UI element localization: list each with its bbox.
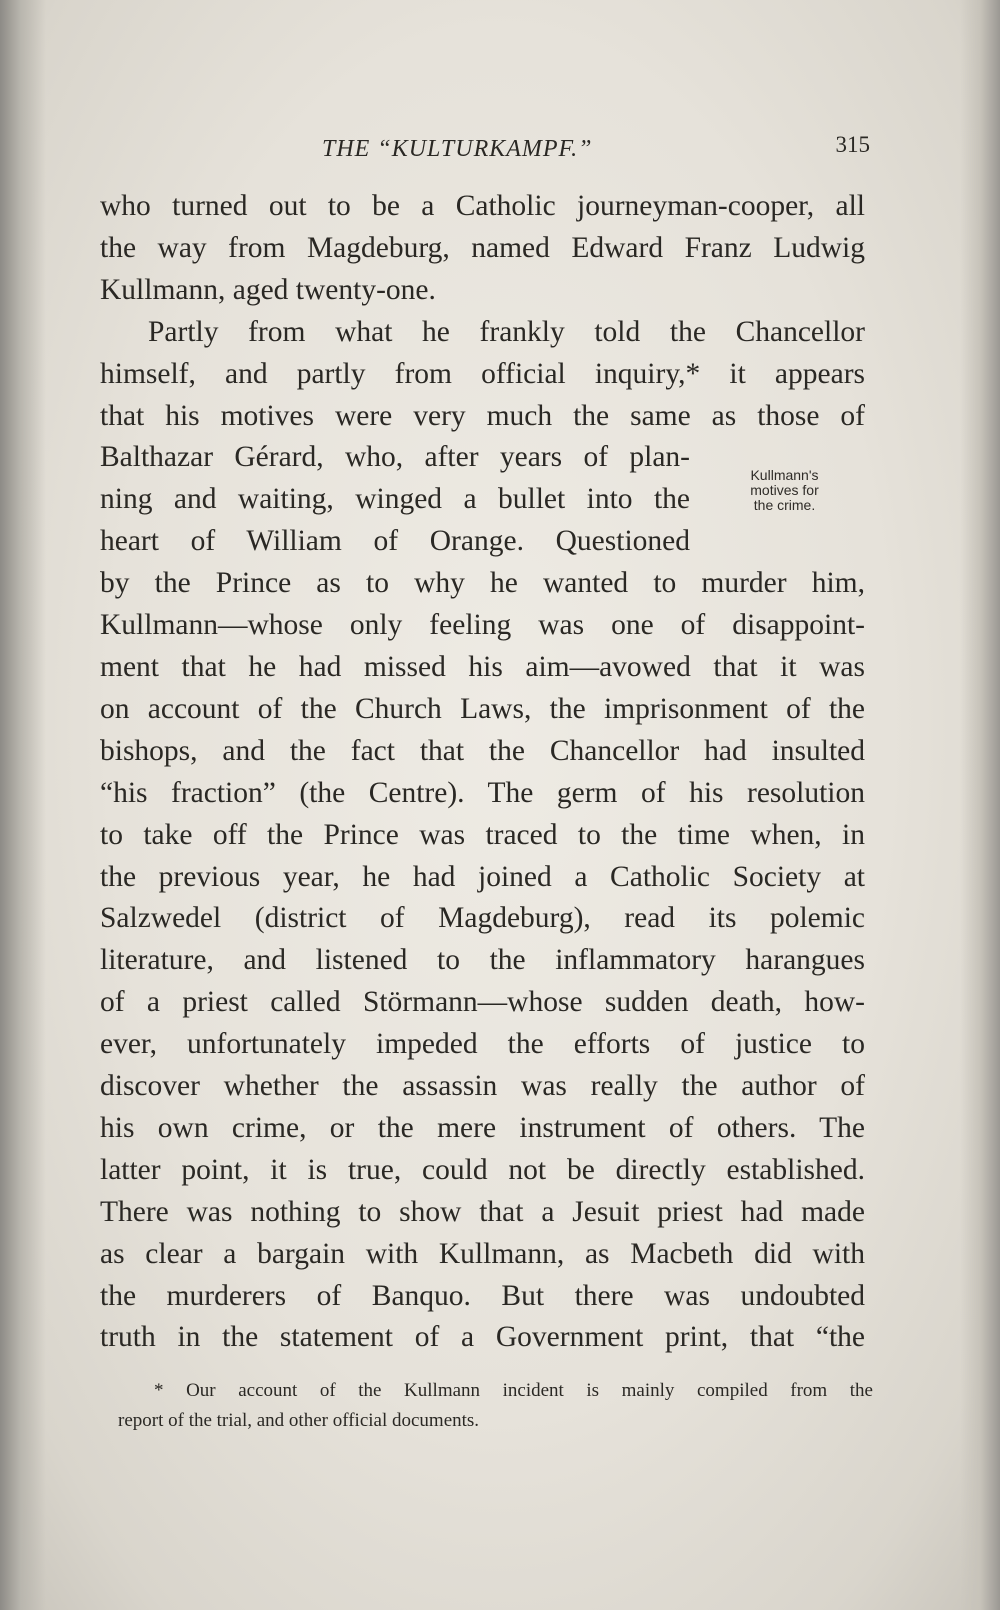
text-line: bishops, and the fact that the Chancellor had insulted xyxy=(100,734,865,767)
margin-note-line: the crime. xyxy=(753,497,816,513)
text-line: of a priest called Störmann—whose sudden death, how- xyxy=(100,986,865,1019)
text-line: on account of the Church Laws, the imprisonment of the xyxy=(100,692,865,725)
text-line: ning and waiting, winged a bullet into the xyxy=(100,483,690,516)
running-title: THE “KULTURKAMPF.” xyxy=(322,136,593,162)
text-line: ment that he had missed his aim—avowed that it was xyxy=(100,650,865,683)
text-line: ever, unfortunately impeded the efforts of justice to xyxy=(100,1028,865,1061)
footnote-line: report of the trial, and other official documents. xyxy=(118,1410,480,1431)
text-line: the murderers of Banquo. But there was undoubted xyxy=(100,1279,865,1312)
text-line: who turned out to be a Catholic journeyman-cooper, all xyxy=(100,190,865,222)
text-line: discover whether the assassin was really the author of xyxy=(100,1070,865,1103)
running-header xyxy=(100,132,880,168)
text-line: Partly from what he frankly told the Chancellor xyxy=(148,315,865,348)
margin-note xyxy=(722,468,847,513)
margin-note-line: motives for xyxy=(750,482,819,498)
text-line: that his motives were very much the same as those of xyxy=(100,399,865,432)
text-line: heart of William of Orange. Questioned xyxy=(100,525,690,558)
text-line: literature, and listened to the inflammatory harangues xyxy=(100,944,865,977)
body-text xyxy=(100,186,865,1359)
text-line: to take off the Prince was traced to the time when, in xyxy=(100,818,865,851)
text-line: Kullmann, aged twenty-one. xyxy=(100,273,436,306)
text-line: by the Prince as to why he wanted to murder him, xyxy=(100,567,865,600)
text-line: Kullmann—whose only feeling was one of disappoint- xyxy=(100,609,865,642)
text-line: himself, and partly from official inquiry,* it appears xyxy=(100,357,865,390)
text-line: “his fraction” (the Centre). The germ of his resolution xyxy=(100,776,865,809)
text-line: Balthazar Gérard, who, after years of plan- xyxy=(100,441,690,474)
text-line: his own crime, or the mere instrument of others. The xyxy=(100,1111,865,1144)
text-line: as clear a bargain with Kullmann, as Macbeth did with xyxy=(100,1237,865,1270)
footnote-line: * Our account of the Kullmann incident is mainly compiled from the xyxy=(154,1380,873,1401)
text-line: truth in the statement of a Government print, that “the xyxy=(100,1321,865,1354)
text-line: the previous year, he had joined a Catholic Society at xyxy=(100,860,865,893)
text-line: Salzwedel (district of Magdeburg), read its polemic xyxy=(100,902,865,935)
text-line: the way from Magdeburg, named Edward Franz Ludwig xyxy=(100,231,865,264)
page-number: 315 xyxy=(835,132,870,157)
footnote xyxy=(118,1376,873,1436)
margin-note-line: Kullmann's xyxy=(750,467,819,483)
text-line: latter point, it is true, could not be directly established. xyxy=(100,1153,865,1186)
text-line: There was nothing to show that a Jesuit priest had made xyxy=(100,1195,865,1228)
